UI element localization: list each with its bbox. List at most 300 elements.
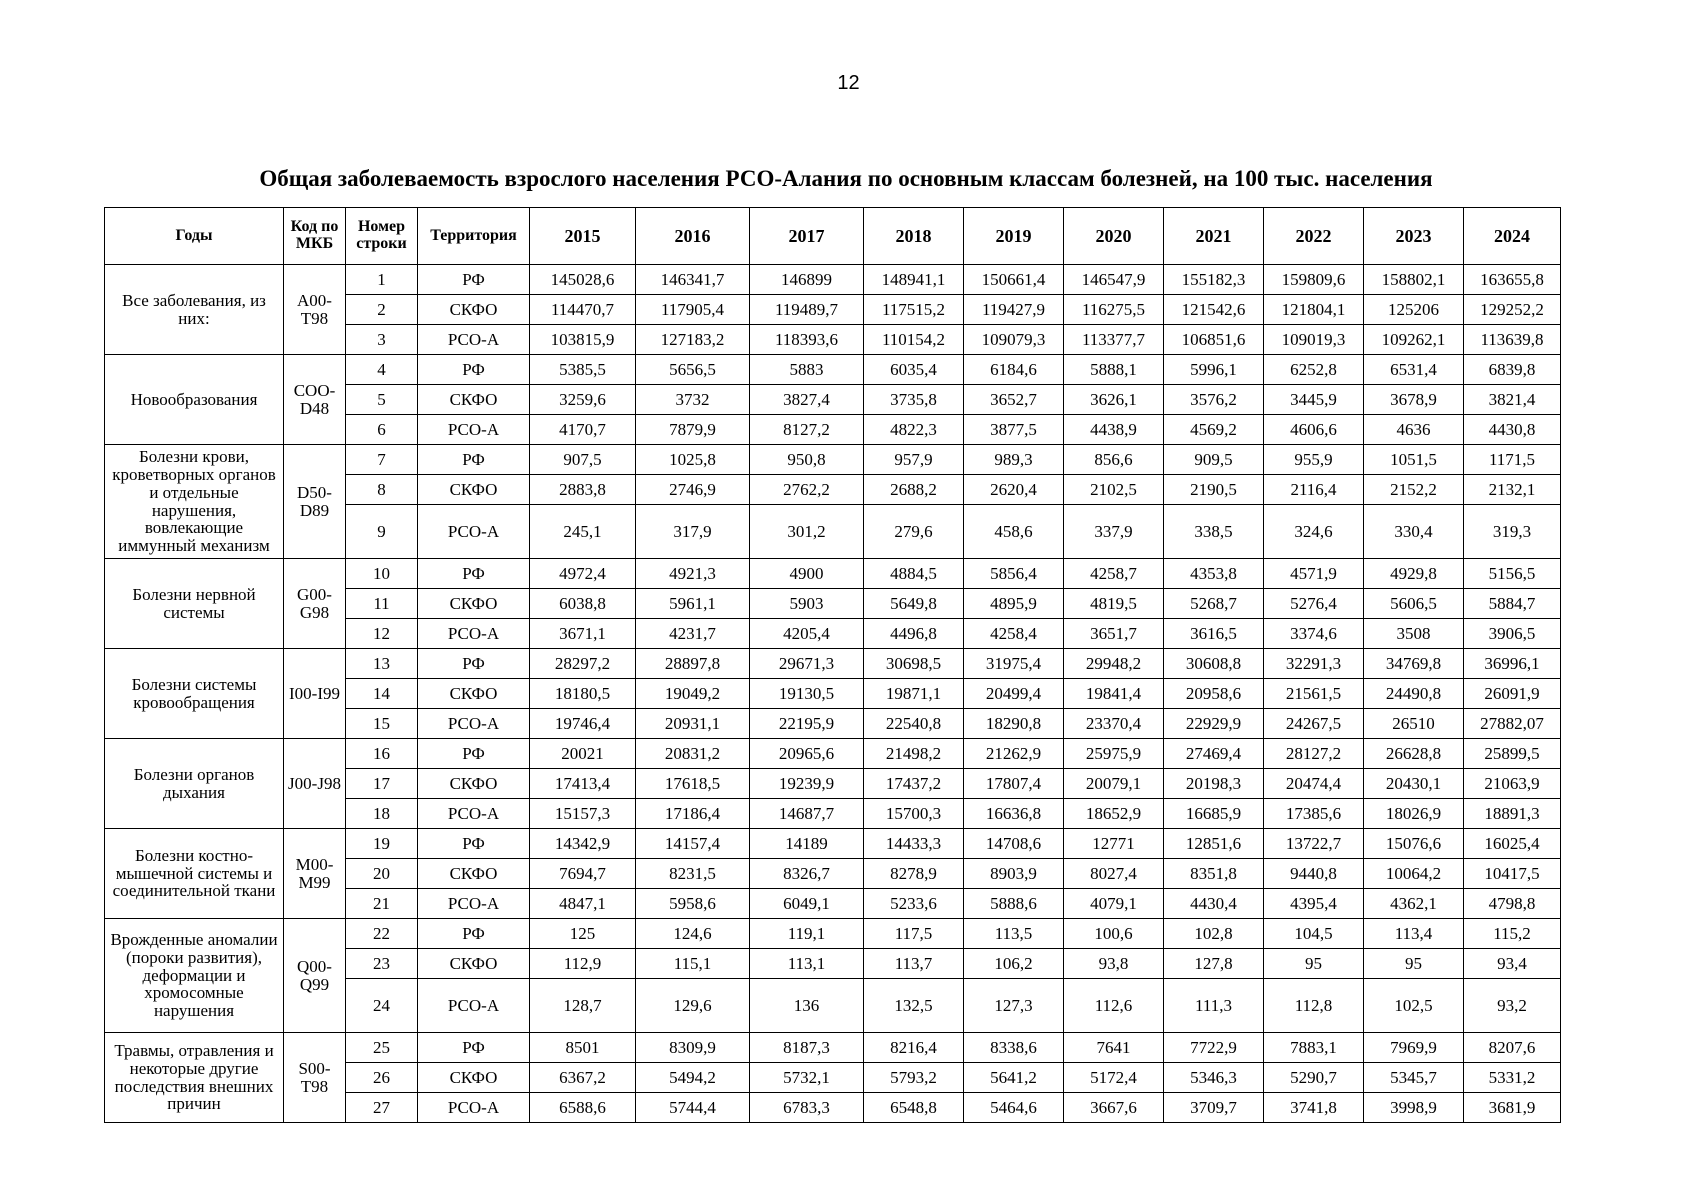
value-cell: 3735,8 <box>864 385 964 415</box>
value-cell: 145028,6 <box>530 265 636 295</box>
value-cell: 3508 <box>1364 619 1464 649</box>
value-cell: 5346,3 <box>1164 1063 1264 1093</box>
value-cell: 146899 <box>750 265 864 295</box>
value-cell: 6049,1 <box>750 889 864 919</box>
value-cell: 112,8 <box>1264 979 1364 1033</box>
value-cell: 20474,4 <box>1264 769 1364 799</box>
value-cell: 113639,8 <box>1464 325 1561 355</box>
value-cell: 150661,4 <box>964 265 1064 295</box>
value-cell: 115,1 <box>636 949 750 979</box>
value-cell: 14708,6 <box>964 829 1064 859</box>
table-row <box>105 919 1561 949</box>
territory-cell: РФ <box>418 355 530 385</box>
value-cell: 20965,6 <box>750 739 864 769</box>
value-cell: 856,6 <box>1064 445 1164 475</box>
value-cell: 3667,6 <box>1064 1093 1164 1123</box>
value-cell: 34769,8 <box>1364 649 1464 679</box>
value-cell: 19239,9 <box>750 769 864 799</box>
value-cell: 4884,5 <box>864 559 964 589</box>
territory-cell: СКФО <box>418 475 530 505</box>
disease-class-name: Травмы, отравления и некоторые другие последствия внешних причин <box>105 1033 284 1123</box>
value-cell: 17807,4 <box>964 769 1064 799</box>
value-cell: 148941,1 <box>864 265 964 295</box>
value-cell: 907,5 <box>530 445 636 475</box>
row-number: 16 <box>346 739 418 769</box>
value-cell: 19746,4 <box>530 709 636 739</box>
territory-cell: СКФО <box>418 1063 530 1093</box>
value-cell: 2152,2 <box>1364 475 1464 505</box>
disease-class-name: Болезни костно-мышечной системы и соединительной ткани <box>105 829 284 919</box>
value-cell: 8309,9 <box>636 1033 750 1063</box>
row-number: 13 <box>346 649 418 679</box>
value-cell: 18652,9 <box>1064 799 1164 829</box>
value-cell: 4900 <box>750 559 864 589</box>
value-cell: 3732 <box>636 385 750 415</box>
value-cell: 2190,5 <box>1164 475 1264 505</box>
row-number: 27 <box>346 1093 418 1123</box>
value-cell: 909,5 <box>1164 445 1264 475</box>
value-cell: 5793,2 <box>864 1063 964 1093</box>
value-cell: 5641,2 <box>964 1063 1064 1093</box>
value-cell: 27882,07 <box>1464 709 1561 739</box>
value-cell: 29948,2 <box>1064 649 1164 679</box>
row-number: 19 <box>346 829 418 859</box>
value-cell: 109079,3 <box>964 325 1064 355</box>
header-years: Годы <box>105 208 284 265</box>
value-cell: 279,6 <box>864 505 964 559</box>
value-cell: 955,9 <box>1264 445 1364 475</box>
territory-cell: РФ <box>418 739 530 769</box>
header-year: 2024 <box>1464 208 1561 265</box>
value-cell: 3445,9 <box>1264 385 1364 415</box>
value-cell: 118393,6 <box>750 325 864 355</box>
territory-cell: РФ <box>418 265 530 295</box>
value-cell: 3652,7 <box>964 385 1064 415</box>
table-row <box>105 265 1561 295</box>
value-cell: 4972,4 <box>530 559 636 589</box>
value-cell: 6588,6 <box>530 1093 636 1123</box>
row-number: 23 <box>346 949 418 979</box>
row-number: 18 <box>346 799 418 829</box>
territory-cell: СКФО <box>418 769 530 799</box>
disease-class-name: Все заболевания, из них: <box>105 265 284 355</box>
icd-code: A00-T98 <box>284 265 346 355</box>
value-cell: 25899,5 <box>1464 739 1561 769</box>
value-cell: 16636,8 <box>964 799 1064 829</box>
icd-code: S00-T98 <box>284 1033 346 1123</box>
value-cell: 2688,2 <box>864 475 964 505</box>
value-cell: 1051,5 <box>1364 445 1464 475</box>
value-cell: 3998,9 <box>1364 1093 1464 1123</box>
value-cell: 26628,8 <box>1364 739 1464 769</box>
value-cell: 19049,2 <box>636 679 750 709</box>
value-cell: 7641 <box>1064 1033 1164 1063</box>
value-cell: 2746,9 <box>636 475 750 505</box>
value-cell: 29671,3 <box>750 649 864 679</box>
value-cell: 18891,3 <box>1464 799 1561 829</box>
disease-class-name: Болезни органов дыхания <box>105 739 284 829</box>
value-cell: 12851,6 <box>1164 829 1264 859</box>
value-cell: 124,6 <box>636 919 750 949</box>
value-cell: 13722,7 <box>1264 829 1364 859</box>
value-cell: 102,5 <box>1364 979 1464 1033</box>
value-cell: 6548,8 <box>864 1093 964 1123</box>
value-cell: 4847,1 <box>530 889 636 919</box>
value-cell: 5494,2 <box>636 1063 750 1093</box>
value-cell: 17385,6 <box>1264 799 1364 829</box>
value-cell: 4362,1 <box>1364 889 1464 919</box>
table-row <box>105 355 1561 385</box>
value-cell: 6783,3 <box>750 1093 864 1123</box>
value-cell: 989,3 <box>964 445 1064 475</box>
value-cell: 14687,7 <box>750 799 864 829</box>
header-row <box>105 208 1561 265</box>
row-number: 24 <box>346 979 418 1033</box>
value-cell: 20958,6 <box>1164 679 1264 709</box>
header-year: 2023 <box>1364 208 1464 265</box>
icd-code: J00-J98 <box>284 739 346 829</box>
value-cell: 3906,5 <box>1464 619 1561 649</box>
value-cell: 15076,6 <box>1364 829 1464 859</box>
value-cell: 31975,4 <box>964 649 1064 679</box>
territory-cell: СКФО <box>418 679 530 709</box>
territory-cell: РФ <box>418 1033 530 1063</box>
value-cell: 3827,4 <box>750 385 864 415</box>
value-cell: 110154,2 <box>864 325 964 355</box>
value-cell: 8187,3 <box>750 1033 864 1063</box>
value-cell: 8278,9 <box>864 859 964 889</box>
territory-cell: РФ <box>418 919 530 949</box>
value-cell: 30608,8 <box>1164 649 1264 679</box>
territory-cell: РФ <box>418 559 530 589</box>
territory-cell: СКФО <box>418 385 530 415</box>
value-cell: 17437,2 <box>864 769 964 799</box>
value-cell: 6367,2 <box>530 1063 636 1093</box>
value-cell: 20079,1 <box>1064 769 1164 799</box>
value-cell: 14433,3 <box>864 829 964 859</box>
table-row <box>105 829 1561 859</box>
value-cell: 25975,9 <box>1064 739 1164 769</box>
header-year: 2016 <box>636 208 750 265</box>
value-cell: 3681,9 <box>1464 1093 1561 1123</box>
value-cell: 26510 <box>1364 709 1464 739</box>
value-cell: 117515,2 <box>864 295 964 325</box>
value-cell: 324,6 <box>1264 505 1364 559</box>
value-cell: 3821,4 <box>1464 385 1561 415</box>
value-cell: 5331,2 <box>1464 1063 1561 1093</box>
value-cell: 8903,9 <box>964 859 1064 889</box>
value-cell: 24267,5 <box>1264 709 1364 739</box>
value-cell: 155182,3 <box>1164 265 1264 295</box>
value-cell: 21262,9 <box>964 739 1064 769</box>
territory-cell: СКФО <box>418 589 530 619</box>
value-cell: 2620,4 <box>964 475 1064 505</box>
value-cell: 127,8 <box>1164 949 1264 979</box>
value-cell: 5744,4 <box>636 1093 750 1123</box>
territory-cell: РСО-А <box>418 325 530 355</box>
value-cell: 8351,8 <box>1164 859 1264 889</box>
territory-cell: РСО-А <box>418 799 530 829</box>
value-cell: 20430,1 <box>1364 769 1464 799</box>
value-cell: 957,9 <box>864 445 964 475</box>
table-row <box>105 1033 1561 1063</box>
value-cell: 15700,3 <box>864 799 964 829</box>
value-cell: 23370,4 <box>1064 709 1164 739</box>
row-number: 3 <box>346 325 418 355</box>
value-cell: 15157,3 <box>530 799 636 829</box>
value-cell: 5172,4 <box>1064 1063 1164 1093</box>
value-cell: 2102,5 <box>1064 475 1164 505</box>
territory-cell: СКФО <box>418 295 530 325</box>
value-cell: 127,3 <box>964 979 1064 1033</box>
value-cell: 14342,9 <box>530 829 636 859</box>
value-cell: 129,6 <box>636 979 750 1033</box>
value-cell: 6531,4 <box>1364 355 1464 385</box>
value-cell: 5385,5 <box>530 355 636 385</box>
value-cell: 14157,4 <box>636 829 750 859</box>
value-cell: 3616,5 <box>1164 619 1264 649</box>
value-cell: 28127,2 <box>1264 739 1364 769</box>
territory-cell: РСО-А <box>418 709 530 739</box>
value-cell: 128,7 <box>530 979 636 1033</box>
value-cell: 19871,1 <box>864 679 964 709</box>
value-cell: 5606,5 <box>1364 589 1464 619</box>
header-year: 2015 <box>530 208 636 265</box>
value-cell: 18290,8 <box>964 709 1064 739</box>
value-cell: 32291,3 <box>1264 649 1364 679</box>
value-cell: 8338,6 <box>964 1033 1064 1063</box>
value-cell: 20021 <box>530 739 636 769</box>
value-cell: 121542,6 <box>1164 295 1264 325</box>
value-cell: 5732,1 <box>750 1063 864 1093</box>
value-cell: 93,4 <box>1464 949 1561 979</box>
value-cell: 3877,5 <box>964 415 1064 445</box>
header-row-number: Номер строки <box>346 208 418 265</box>
value-cell: 125 <box>530 919 636 949</box>
value-cell: 146341,7 <box>636 265 750 295</box>
icd-code: I00-I99 <box>284 649 346 739</box>
table-row <box>105 559 1561 589</box>
value-cell: 4353,8 <box>1164 559 1264 589</box>
row-number: 8 <box>346 475 418 505</box>
value-cell: 4571,9 <box>1264 559 1364 589</box>
row-number: 17 <box>346 769 418 799</box>
value-cell: 5345,7 <box>1364 1063 1464 1093</box>
value-cell: 136 <box>750 979 864 1033</box>
value-cell: 125206 <box>1364 295 1464 325</box>
value-cell: 111,3 <box>1164 979 1264 1033</box>
value-cell: 21063,9 <box>1464 769 1561 799</box>
value-cell: 5464,6 <box>964 1093 1064 1123</box>
value-cell: 2883,8 <box>530 475 636 505</box>
value-cell: 3671,1 <box>530 619 636 649</box>
value-cell: 4929,8 <box>1364 559 1464 589</box>
value-cell: 319,3 <box>1464 505 1561 559</box>
value-cell: 330,4 <box>1364 505 1464 559</box>
disease-class-name: Болезни крови, кроветворных органов и отдельные нарушения, вовлекающие иммунный механизм <box>105 445 284 559</box>
value-cell: 18180,5 <box>530 679 636 709</box>
value-cell: 4496,8 <box>864 619 964 649</box>
value-cell: 113,5 <box>964 919 1064 949</box>
value-cell: 106,2 <box>964 949 1064 979</box>
value-cell: 12771 <box>1064 829 1164 859</box>
row-number: 10 <box>346 559 418 589</box>
value-cell: 20931,1 <box>636 709 750 739</box>
value-cell: 119427,9 <box>964 295 1064 325</box>
header-year: 2020 <box>1064 208 1164 265</box>
icd-code: Q00-Q99 <box>284 919 346 1033</box>
value-cell: 3576,2 <box>1164 385 1264 415</box>
value-cell: 6035,4 <box>864 355 964 385</box>
value-cell: 4798,8 <box>1464 889 1561 919</box>
value-cell: 113,4 <box>1364 919 1464 949</box>
value-cell: 8231,5 <box>636 859 750 889</box>
header-year: 2021 <box>1164 208 1264 265</box>
value-cell: 10064,2 <box>1364 859 1464 889</box>
value-cell: 115,2 <box>1464 919 1561 949</box>
value-cell: 5656,5 <box>636 355 750 385</box>
territory-cell: РСО-А <box>418 889 530 919</box>
value-cell: 19841,4 <box>1064 679 1164 709</box>
value-cell: 27469,4 <box>1164 739 1264 769</box>
value-cell: 950,8 <box>750 445 864 475</box>
table-row <box>105 445 1561 475</box>
value-cell: 106851,6 <box>1164 325 1264 355</box>
value-cell: 158802,1 <box>1364 265 1464 295</box>
value-cell: 4395,4 <box>1264 889 1364 919</box>
value-cell: 93,8 <box>1064 949 1164 979</box>
row-number: 9 <box>346 505 418 559</box>
territory-cell: РСО-А <box>418 505 530 559</box>
value-cell: 8216,4 <box>864 1033 964 1063</box>
value-cell: 4606,6 <box>1264 415 1364 445</box>
row-number: 14 <box>346 679 418 709</box>
header-year: 2019 <box>964 208 1064 265</box>
value-cell: 100,6 <box>1064 919 1164 949</box>
value-cell: 317,9 <box>636 505 750 559</box>
row-number: 20 <box>346 859 418 889</box>
header-year: 2018 <box>864 208 964 265</box>
icd-code: G00-G98 <box>284 559 346 649</box>
value-cell: 6252,8 <box>1264 355 1364 385</box>
value-cell: 4205,4 <box>750 619 864 649</box>
value-cell: 3741,8 <box>1264 1093 1364 1123</box>
value-cell: 5290,7 <box>1264 1063 1364 1093</box>
value-cell: 5233,6 <box>864 889 964 919</box>
value-cell: 3259,6 <box>530 385 636 415</box>
value-cell: 7879,9 <box>636 415 750 445</box>
value-cell: 28297,2 <box>530 649 636 679</box>
value-cell: 6839,8 <box>1464 355 1561 385</box>
table-body <box>105 265 1561 1123</box>
value-cell: 7883,1 <box>1264 1033 1364 1063</box>
value-cell: 113,7 <box>864 949 964 979</box>
header-year: 2017 <box>750 208 864 265</box>
value-cell: 2762,2 <box>750 475 864 505</box>
value-cell: 95 <box>1264 949 1364 979</box>
value-cell: 17618,5 <box>636 769 750 799</box>
value-cell: 4231,7 <box>636 619 750 649</box>
value-cell: 26091,9 <box>1464 679 1561 709</box>
row-number: 21 <box>346 889 418 919</box>
value-cell: 19130,5 <box>750 679 864 709</box>
table-row <box>105 739 1561 769</box>
value-cell: 24490,8 <box>1364 679 1464 709</box>
value-cell: 119489,7 <box>750 295 864 325</box>
value-cell: 127183,2 <box>636 325 750 355</box>
row-number: 25 <box>346 1033 418 1063</box>
value-cell: 17413,4 <box>530 769 636 799</box>
value-cell: 3626,1 <box>1064 385 1164 415</box>
value-cell: 3651,7 <box>1064 619 1164 649</box>
value-cell: 119,1 <box>750 919 864 949</box>
territory-cell: СКФО <box>418 859 530 889</box>
value-cell: 5276,4 <box>1264 589 1364 619</box>
value-cell: 4636 <box>1364 415 1464 445</box>
value-cell: 8127,2 <box>750 415 864 445</box>
value-cell: 18026,9 <box>1364 799 1464 829</box>
value-cell: 5903 <box>750 589 864 619</box>
row-number: 6 <box>346 415 418 445</box>
value-cell: 5961,1 <box>636 589 750 619</box>
page-number: 12 <box>837 72 860 94</box>
value-cell: 21561,5 <box>1264 679 1364 709</box>
row-number: 1 <box>346 265 418 295</box>
value-cell: 5156,5 <box>1464 559 1561 589</box>
territory-cell: РСО-А <box>418 415 530 445</box>
value-cell: 16685,9 <box>1164 799 1264 829</box>
value-cell: 458,6 <box>964 505 1064 559</box>
territory-cell: РФ <box>418 829 530 859</box>
value-cell: 22195,9 <box>750 709 864 739</box>
value-cell: 121804,1 <box>1264 295 1364 325</box>
value-cell: 5888,6 <box>964 889 1064 919</box>
value-cell: 22540,8 <box>864 709 964 739</box>
row-number: 12 <box>346 619 418 649</box>
value-cell: 22929,9 <box>1164 709 1264 739</box>
value-cell: 8207,6 <box>1464 1033 1561 1063</box>
value-cell: 1025,8 <box>636 445 750 475</box>
territory-cell: РСО-А <box>418 979 530 1033</box>
value-cell: 17186,4 <box>636 799 750 829</box>
value-cell: 301,2 <box>750 505 864 559</box>
value-cell: 3709,7 <box>1164 1093 1264 1123</box>
row-number: 2 <box>346 295 418 325</box>
value-cell: 20198,3 <box>1164 769 1264 799</box>
value-cell: 132,5 <box>864 979 964 1033</box>
value-cell: 3678,9 <box>1364 385 1464 415</box>
value-cell: 20831,2 <box>636 739 750 769</box>
value-cell: 102,8 <box>1164 919 1264 949</box>
value-cell: 4079,1 <box>1064 889 1164 919</box>
value-cell: 5888,1 <box>1064 355 1164 385</box>
value-cell: 5884,7 <box>1464 589 1561 619</box>
value-cell: 245,1 <box>530 505 636 559</box>
value-cell: 4170,7 <box>530 415 636 445</box>
value-cell: 109019,3 <box>1264 325 1364 355</box>
icd-code: COO-D48 <box>284 355 346 445</box>
value-cell: 4430,8 <box>1464 415 1561 445</box>
value-cell: 7969,9 <box>1364 1033 1464 1063</box>
territory-cell: РСО-А <box>418 1093 530 1123</box>
disease-class-name: Новообразования <box>105 355 284 445</box>
value-cell: 95 <box>1364 949 1464 979</box>
value-cell: 103815,9 <box>530 325 636 355</box>
value-cell: 146547,9 <box>1064 265 1164 295</box>
value-cell: 117905,4 <box>636 295 750 325</box>
value-cell: 3374,6 <box>1264 619 1364 649</box>
header-year: 2022 <box>1264 208 1364 265</box>
